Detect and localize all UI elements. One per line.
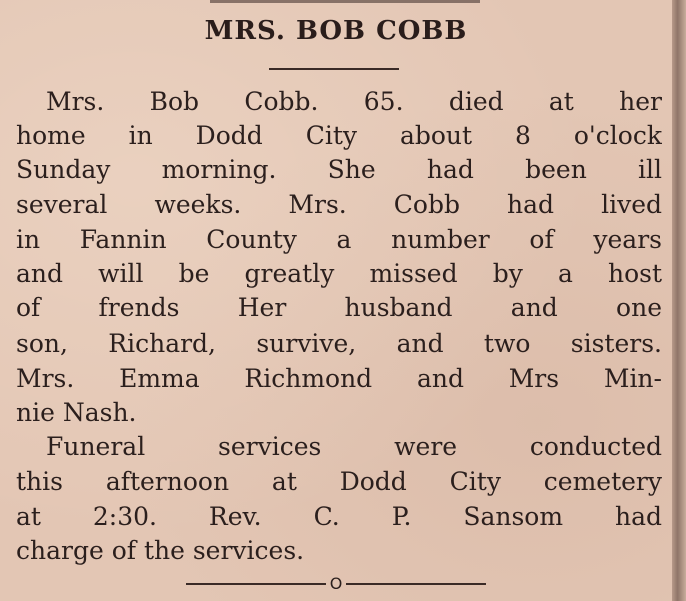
text-line: Mrs. Emma Richmond and Mrs Min- [16, 364, 662, 393]
text-line: Sunday morning. She had been ill [16, 155, 662, 184]
end-rule-right [346, 583, 486, 585]
text-line: nie Nash. [16, 398, 137, 427]
text-line: charge of the services. [16, 536, 305, 565]
text-line: of frends Her husband and one [16, 293, 662, 322]
end-mark [0, 574, 672, 594]
top-rule [210, 0, 480, 3]
headline: MRS. BOB COBB [204, 16, 468, 46]
paper-edge [672, 0, 686, 601]
end-rule-left [186, 583, 326, 585]
text-line: home in Dodd City about 8 o'clock [16, 121, 662, 150]
text-line: Mrs. Bob Cobb. 65. died at her [46, 87, 662, 116]
text-line: several weeks. Mrs. Cobb had lived [16, 190, 662, 219]
text-line: and will be greatly missed by a host [16, 259, 662, 288]
text-line: in Fannin County a number of years [16, 225, 662, 254]
headline-rule [269, 68, 399, 70]
text-line: Funeral services were conducted [46, 432, 662, 461]
end-mark-symbol: O [329, 574, 343, 593]
text-line: this afternoon at Dodd City cemetery [16, 467, 662, 496]
text-line: son, Richard, survive, and two sisters. [16, 329, 662, 358]
text-line: at 2:30. Rev. C. P. Sansom had [16, 502, 662, 531]
